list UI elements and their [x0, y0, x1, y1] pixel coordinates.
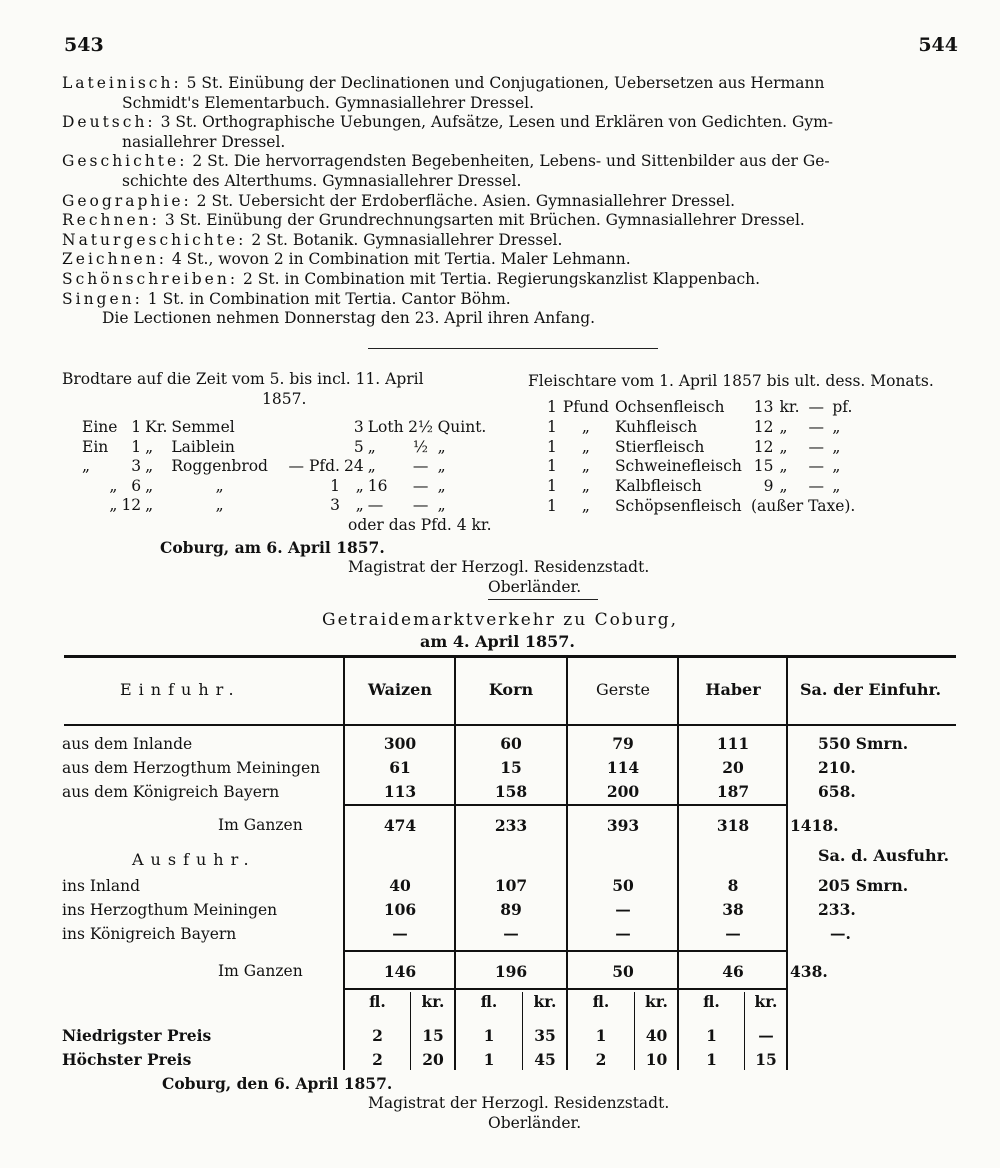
cell: —: [758, 1026, 774, 1045]
bread-footer: oder das Pfd. 4 kr.: [348, 516, 492, 534]
cell: „: [367, 437, 376, 456]
cell: 113: [383, 782, 417, 801]
page-number-left: 543: [64, 34, 104, 56]
cell: „: [145, 496, 154, 514]
cell: Kuhfleisch: [614, 417, 698, 436]
row-label: aus dem Herzogthum Meiningen: [62, 759, 321, 777]
cell: 89: [500, 900, 522, 919]
cell: — Pfd.: [288, 457, 340, 475]
cell: —: [412, 476, 429, 495]
row-label: aus dem Inlande: [62, 735, 193, 753]
price-row-highest: [0, 1050, 1000, 1074]
cell: 9: [763, 477, 774, 496]
unit-fl: fl.: [703, 992, 720, 1011]
row-label: aus dem Königreich Bayern: [62, 783, 280, 801]
cell: —: [615, 900, 631, 919]
cell: „: [355, 476, 364, 495]
bread-row: [80, 457, 488, 477]
export-total-row: [62, 962, 962, 986]
cell: —: [808, 417, 824, 436]
table-row: [62, 922, 962, 946]
table-row: [62, 756, 962, 780]
cell: —: [367, 496, 384, 514]
signature-office: Magistrat der Herzogl. Residenzstadt.: [348, 558, 650, 576]
unit-fl: fl.: [480, 992, 498, 1011]
cell: —: [503, 924, 519, 943]
cell: Loth: [367, 418, 404, 436]
cell: „: [82, 457, 91, 475]
cell: 1: [131, 418, 142, 436]
subject-list: [62, 74, 962, 329]
lections-note: Die Lectionen nehmen Donnerstag den 23. April ihren Anfang.: [102, 309, 596, 328]
cell: „: [437, 476, 446, 495]
cell: „: [779, 437, 788, 456]
unit-kr: kr.: [645, 992, 668, 1011]
subject-name: Zeichnen:: [62, 250, 167, 269]
cell: 60: [500, 734, 522, 753]
cell: —: [412, 457, 429, 475]
cell: Pfund: [562, 398, 609, 416]
meat-row: [544, 457, 858, 477]
cell: „: [109, 496, 118, 514]
cell: —: [808, 437, 824, 456]
cell: 233: [494, 816, 528, 835]
cell: 550 Smrn.: [818, 734, 909, 753]
bread-table: [80, 418, 488, 516]
cell: 300: [383, 734, 417, 753]
cell: „: [779, 477, 788, 496]
signature-rule: [488, 599, 598, 600]
cell: Roggenbrod: [171, 457, 268, 475]
cell: 61: [389, 758, 411, 777]
cell: [270, 418, 342, 438]
bread-row: [80, 496, 488, 516]
cell: 16: [367, 476, 388, 495]
subject-name: Geographie:: [62, 191, 192, 210]
subject-cont: nasiallehrer Dressel.: [122, 132, 286, 151]
cell: „: [832, 437, 841, 456]
header-gerste: Gerste: [595, 680, 650, 699]
export-sum-label: Sa. d. Ausfuhr.: [818, 846, 950, 865]
signature-office: Magistrat der Herzogl. Residenzstadt.: [368, 1094, 670, 1112]
subject-cont: schichte des Alterthums. Gymnasiallehrer Dressel.: [122, 171, 522, 190]
cell: 1: [547, 457, 557, 476]
cell: 79: [612, 734, 634, 753]
cell: 2½: [408, 418, 433, 436]
subject-text: 1 St. in Combination mit Tertia. Cantor Böhm.: [147, 289, 511, 308]
cell: 1: [483, 1050, 495, 1069]
cell: 15: [422, 1026, 444, 1045]
cell: 12: [753, 417, 774, 436]
import-rows: [62, 732, 962, 804]
cell: 50: [612, 876, 634, 895]
bread-title: Brodtare auf die Zeit vom 5. bis incl. 11. April: [62, 370, 424, 388]
meat-row: [544, 497, 858, 517]
cell: 1: [547, 417, 557, 436]
cell: 40: [645, 1026, 668, 1045]
cell: 438.: [790, 962, 828, 981]
cell: Laiblein: [171, 437, 235, 456]
meat-row: [544, 477, 858, 497]
cell: 50: [612, 962, 634, 981]
subject-name: Deutsch:: [62, 113, 156, 132]
subject-name: Geschichte:: [62, 152, 188, 171]
cell: „: [145, 457, 154, 475]
cell: 12: [753, 437, 774, 456]
cell: 146: [383, 962, 417, 981]
bread-title-year: 1857.: [262, 390, 307, 408]
cell: Semmel: [171, 418, 235, 436]
cell: —: [615, 924, 631, 943]
cell: „: [581, 457, 590, 476]
cell: Schweinefleisch: [614, 457, 742, 476]
cell: „: [367, 457, 376, 475]
signature-place: Coburg, den 6. April 1857.: [162, 1074, 393, 1093]
market-title: Getraidemarktverkehr zu Coburg,: [322, 610, 679, 630]
subject-text: 2 St. Uebersicht der Erdoberfläche. Asien. Gymnasiallehrer Dressel.: [196, 191, 736, 210]
cell: „: [145, 476, 154, 495]
cell: Ein: [82, 437, 109, 456]
meat-table: [544, 398, 858, 517]
bread-row: [80, 438, 488, 458]
bread-row: [80, 477, 488, 497]
unit-kr: kr.: [533, 992, 557, 1011]
meat-row: [544, 418, 858, 438]
cell: „: [109, 476, 118, 495]
cell: „: [355, 496, 364, 514]
import-total-row: [62, 816, 962, 840]
cell: „: [581, 437, 590, 456]
cell: —: [725, 924, 741, 943]
cell: —: [412, 496, 429, 514]
export-rows: [62, 874, 962, 946]
price-row-lowest: [0, 1026, 1000, 1050]
cell: „: [437, 496, 446, 514]
cell: [270, 438, 342, 458]
cell: 1: [595, 1026, 607, 1045]
cell: „: [581, 417, 590, 436]
cell: 5: [353, 437, 364, 456]
meat-row: [544, 438, 858, 458]
cell: 15: [753, 457, 774, 476]
cell: 3: [330, 496, 340, 514]
page-number-right: 544: [918, 34, 958, 56]
subject-text: 2 St. in Combination mit Tertia. Regierungskanzlist Klappenbach.: [243, 269, 761, 288]
cell: 15: [755, 1050, 777, 1069]
row-label: ins Inland: [62, 877, 141, 895]
cell: 1: [131, 437, 142, 456]
cell: „: [779, 417, 788, 436]
cell: 1: [547, 477, 557, 496]
table-row: [62, 732, 962, 756]
subject-text: 2 St. Die hervorragendsten Begebenheiten, Lebens- und Sittenbilder aus der Ge-: [192, 152, 830, 171]
units-row: [0, 992, 1000, 1016]
cell: 233.: [818, 900, 856, 919]
row-label: Höchster Preis: [62, 1050, 192, 1069]
cell: „: [145, 437, 154, 456]
cell: „: [832, 417, 841, 436]
cell: „: [437, 457, 446, 475]
cell: 1: [547, 496, 557, 515]
row-label: ins Herzogthum Meiningen: [62, 901, 278, 919]
cell: 40: [389, 876, 411, 895]
cell: —: [808, 477, 824, 496]
cell: 1: [483, 1026, 495, 1045]
cell: „: [581, 496, 590, 515]
cell: 10: [645, 1050, 668, 1069]
cell: 210.: [818, 758, 856, 777]
subject-name: Rechnen:: [62, 211, 160, 230]
cell: 24: [343, 457, 364, 475]
cell: —.: [830, 924, 851, 943]
cell: Schöpsenfleisch: [614, 496, 742, 515]
cell: —: [392, 924, 408, 943]
cell: 2: [372, 1026, 383, 1045]
header-einfuhr: Einfuhr.: [120, 680, 241, 699]
subject-name: Singen:: [62, 289, 143, 308]
cell: Eine: [82, 418, 118, 436]
market-date: am 4. April 1857.: [420, 632, 575, 651]
cell: pf.: [832, 398, 853, 416]
signature-name: Oberländer.: [488, 1114, 582, 1132]
table-row: [62, 898, 962, 922]
cell: 45: [534, 1050, 556, 1069]
table-row: [62, 780, 962, 804]
cell: 3: [353, 418, 364, 436]
cell: 6: [131, 476, 142, 495]
cell: 12: [121, 496, 142, 514]
meat-row: [544, 398, 858, 418]
cell: 1: [706, 1050, 717, 1069]
subject-text: 2 St. Botanik. Gymnasiallehrer Dressel.: [251, 230, 563, 249]
unit-kr: kr.: [421, 992, 445, 1011]
cell: 393: [606, 816, 640, 835]
cell: 20: [422, 1050, 444, 1069]
subject-text: 4 St., wovon 2 in Combination mit Tertia. Maler Lehmann.: [171, 250, 631, 269]
subject-name: Lateinisch:: [62, 74, 182, 92]
subject-text: 3 St. Orthographische Uebungen, Aufsätze, Lesen und Erklären von Gedichten. Gym-: [160, 113, 834, 132]
cell: 107: [494, 876, 528, 895]
cell: 474: [383, 816, 417, 835]
cell: 114: [606, 758, 640, 777]
subject-text: 3 St. Einübung der Grundrechnungsarten mit Brüchen. Gymnasiallehrer Dressel.: [164, 211, 805, 230]
cell: Kalbfleisch: [614, 477, 702, 496]
cell: kr.: [779, 398, 800, 416]
cell: 111: [716, 734, 750, 753]
header-sum-import: Sa. der Einfuhr.: [800, 680, 942, 699]
subject-name: Naturgeschichte:: [62, 230, 247, 249]
cell: 1: [330, 476, 340, 495]
cell: 1418.: [790, 816, 839, 835]
cell: „: [437, 437, 446, 456]
cell: 2: [595, 1050, 607, 1069]
unit-fl: fl.: [592, 992, 610, 1011]
signature-place: Coburg, am 6. April 1857.: [160, 538, 385, 557]
row-label: Niedrigster Preis: [62, 1026, 212, 1045]
header-haber: Haber: [705, 680, 761, 699]
cell: 106: [383, 900, 417, 919]
cell: 20: [722, 758, 744, 777]
bread-row: [80, 418, 488, 438]
cell: Quint.: [437, 418, 487, 436]
cell: 1: [547, 398, 557, 416]
table-row: [62, 874, 962, 898]
cell: 1: [547, 437, 557, 456]
cell: „: [779, 457, 788, 476]
cell: 13: [753, 398, 774, 416]
cell: 35: [534, 1026, 556, 1045]
cell: „: [215, 496, 224, 514]
row-label: Im Ganzen: [218, 962, 303, 980]
row-label: ins Königreich Bayern: [62, 925, 237, 943]
unit-fl: fl.: [369, 992, 386, 1011]
cell: ½: [413, 437, 429, 456]
cell: Kr.: [145, 418, 168, 436]
subject-text: 5 St. Einübung der Declinationen und Conjugationen, Uebersetzen aus Hermann: [186, 74, 825, 92]
subject-cont: Schmidt's Elementarbuch. Gymnasiallehrer Dressel.: [122, 93, 535, 112]
subject-name: Schönschreiben:: [62, 269, 239, 288]
row-label: Im Ganzen: [218, 816, 303, 834]
cell: Stierfleisch: [614, 437, 705, 456]
cell: 46: [722, 962, 744, 981]
cell: 196: [494, 962, 528, 981]
cell: „: [832, 477, 841, 496]
cell: 3: [131, 457, 142, 475]
cell: 2: [372, 1050, 383, 1069]
export-label: Ausfuhr.: [132, 850, 256, 869]
cell: 318: [716, 816, 750, 835]
section-divider: [368, 348, 658, 349]
cell: Ochsenfleisch: [614, 398, 725, 416]
cell: —: [808, 457, 824, 476]
cell: 15: [500, 758, 522, 777]
cell: (außer Taxe).: [750, 496, 856, 515]
cell: 200: [606, 782, 640, 801]
table-rule-header: [64, 724, 956, 726]
unit-kr: kr.: [754, 992, 778, 1011]
cell: „: [832, 457, 841, 476]
signature-name: Oberländer.: [488, 578, 582, 596]
cell: 38: [722, 900, 744, 919]
header-korn: Korn: [488, 680, 534, 699]
cell: „: [215, 476, 224, 495]
cell: 205 Smrn.: [818, 876, 909, 895]
cell: 1: [706, 1026, 717, 1045]
cell: 158: [494, 782, 528, 801]
cell: 187: [716, 782, 750, 801]
cell: 8: [727, 876, 739, 895]
cell: „: [581, 477, 590, 496]
cell: —: [808, 398, 824, 416]
meat-title: Fleischtare vom 1. April 1857 bis ult. dess. Monats.: [528, 372, 934, 390]
header-waizen: Waizen: [368, 680, 432, 699]
cell: 658.: [818, 782, 856, 801]
table-rule-top: [64, 655, 956, 658]
